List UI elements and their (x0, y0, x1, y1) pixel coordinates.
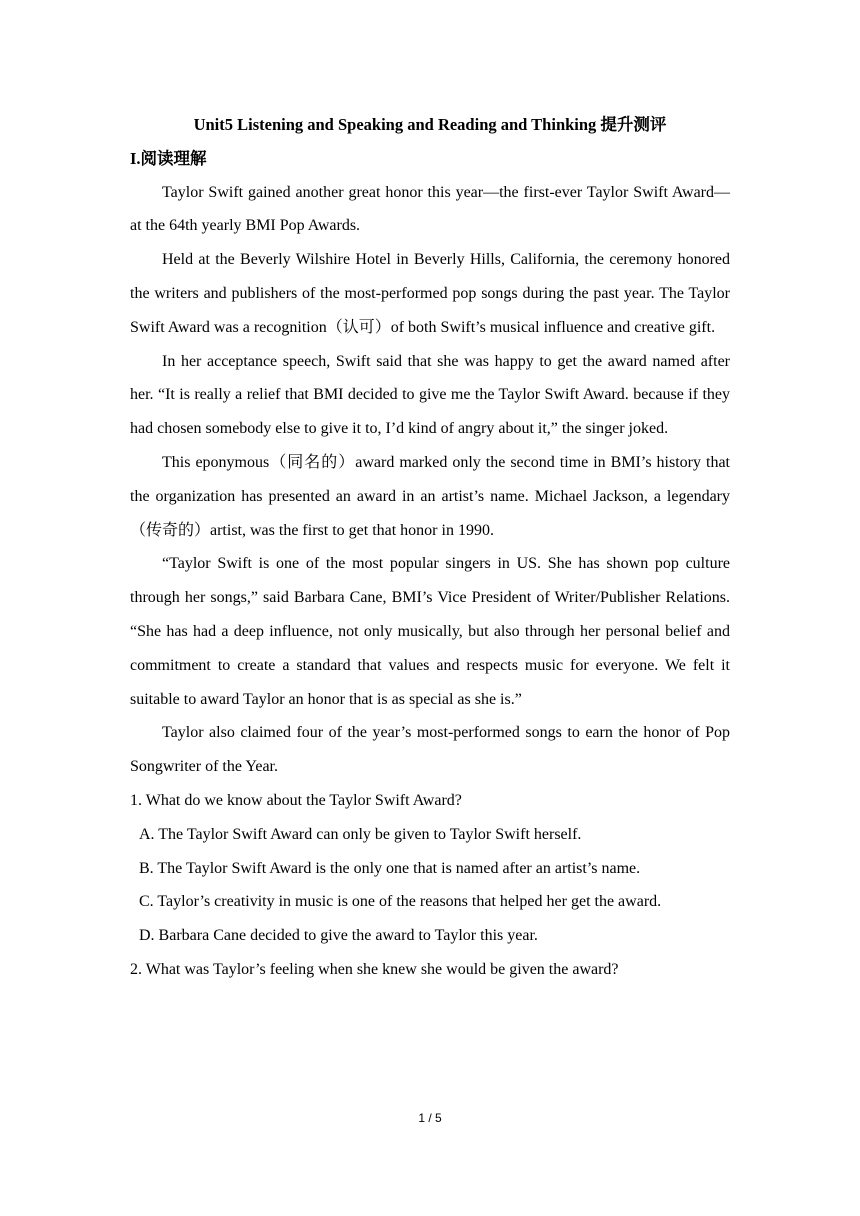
page-number: 1 / 5 (418, 1111, 442, 1125)
section-heading: I.阅读理解 (130, 148, 207, 168)
answer-option: A. The Taylor Swift Award can only be given to Taylor Swift herself. (139, 825, 582, 843)
passage-paragraph: In her acceptance speech, Swift said that she was happy to get the award named after her. “It is really a relief that BMI decided to give me the Taylor Swift Award. because if they had chosen somebody else to give it to, I’d kind of angry about it,” the singer joked. (130, 352, 730, 438)
document-page (130, 108, 730, 987)
answer-option: D. Barbara Cane decided to give the award to Taylor this year. (139, 927, 538, 945)
question-stem: 2. What was Taylor’s feeling when she knew she would be given the award? (130, 960, 619, 978)
document-title: Unit5 Listening and Speaking and Reading and Thinking 提升测评 (193, 115, 667, 134)
passage-paragraph: Taylor also claimed four of the year’s most-performed songs to earn the honor of Pop Songwriter of the Year. (130, 724, 730, 776)
passage-paragraph: This eponymous（同名的）award marked only the second time in BMI’s history that the organization has presented an award in an artist’s name. Michael Jackson, a legendary（传奇的）artist, was the first to get that honor in 1990. (130, 453, 730, 539)
passage-paragraph: “Taylor Swift is one of the most popular singers in US. She has shown pop culture through her songs,” said Barbara Cane, BMI’s Vice President of Writer/Publisher Relations. “She has had a deep influence, not only musically, but also through her personal belief and commitment to create a standard that values and respects music for everyone. We felt it suitable to award Taylor an honor that is as special as she is.” (130, 555, 730, 708)
answer-option: B. The Taylor Swift Award is the only one that is named after an artist’s name. (139, 859, 641, 877)
passage-paragraph: Held at the Beverly Wilshire Hotel in Beverly Hills, California, the ceremony honored the writers and publishers of the most-performed pop songs during the past year. The Taylor Swift Award was a recognition（认可）of both Swift’s musical influence and creative gift. (130, 251, 730, 336)
question-stem: 1. What do we know about the Taylor Swift Award? (130, 791, 462, 809)
passage-paragraph: Taylor Swift gained another great honor this year—the first-ever Taylor Swift Award—at the 64th yearly BMI Pop Awards. (130, 183, 730, 235)
answer-option: C. Taylor’s creativity in music is one of the reasons that helped her get the award. (139, 893, 662, 911)
